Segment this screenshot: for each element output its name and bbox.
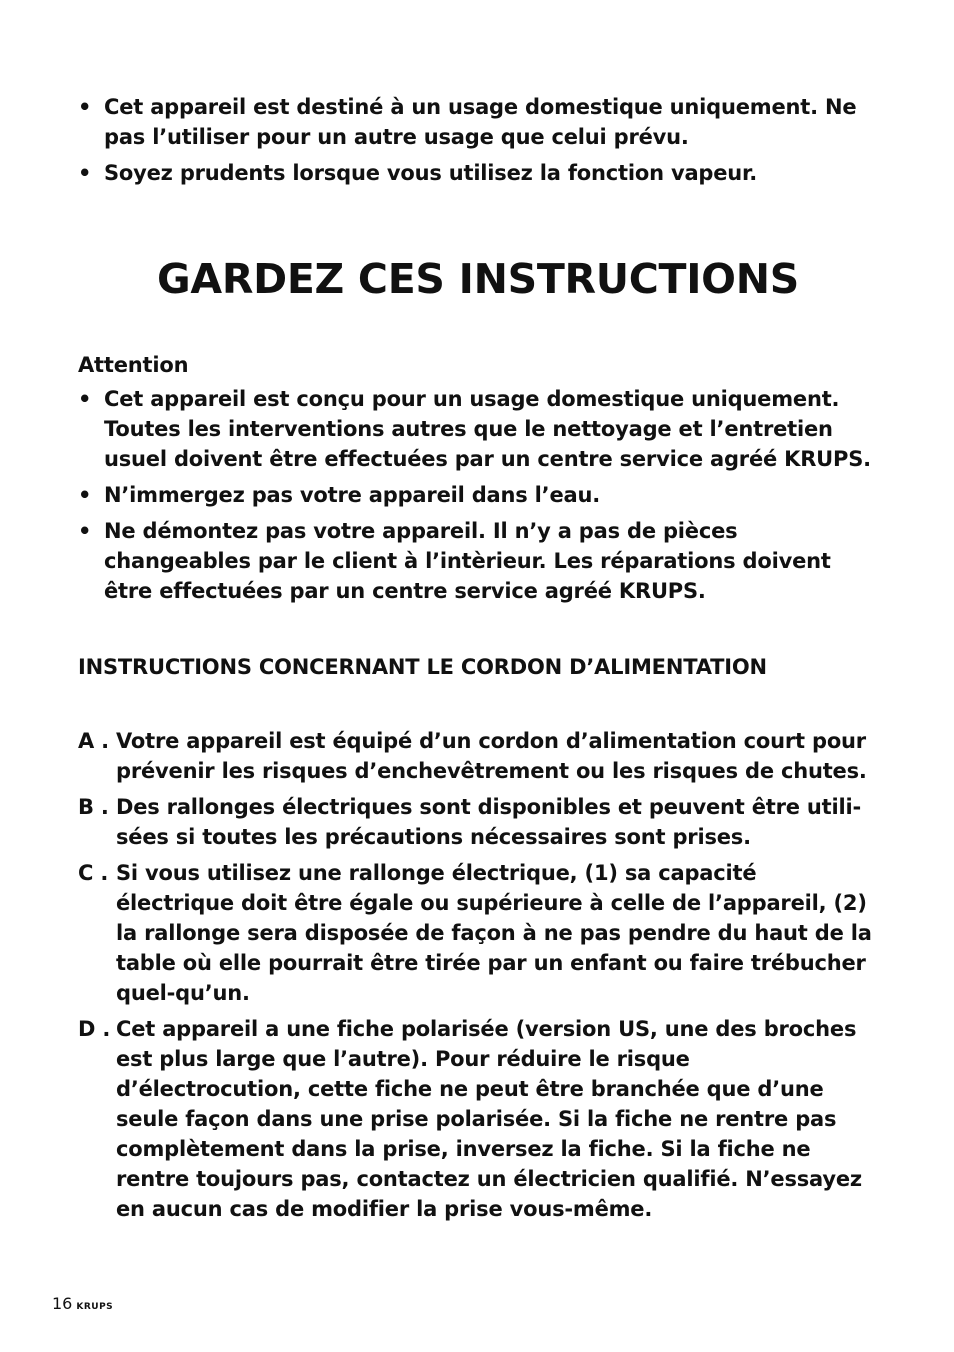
bullet-dot: • xyxy=(78,95,92,119)
top-bullet-list xyxy=(78,92,878,188)
bullet-item xyxy=(78,480,878,510)
item-letter: B . xyxy=(78,795,109,819)
lettered-item xyxy=(78,1014,878,1224)
bullet-dot: • xyxy=(78,387,92,411)
item-text: Des rallonges électriques sont disponibles et peuvent être utili-sées si toutes les précautions nécessaires sont prises. xyxy=(116,795,862,849)
page-footer xyxy=(52,1294,113,1317)
bullet-item xyxy=(78,92,878,152)
bullet-dot: • xyxy=(78,161,92,185)
cord-instructions-heading: INSTRUCTIONS CONCERNANT LE CORDON D’ALIMENTATION xyxy=(78,655,767,679)
cord-instructions-list xyxy=(78,726,878,1224)
bullet-item xyxy=(78,516,878,606)
item-text: Votre appareil est équipé d’un cordon d’alimentation court pour prévenir les risques d’enchevêtrement ou les risques de chutes. xyxy=(116,729,867,783)
lettered-item xyxy=(78,726,878,786)
item-letter: A . xyxy=(78,729,109,753)
bullet-text: Cet appareil est destiné à un usage domestique uniquement. Ne pas l’utiliser pour un autre usage que celui prévu. xyxy=(104,95,857,149)
item-text: Cet appareil a une fiche polarisée (version US, une des broches est plus large que l’autre). Pour réduire le risque d’électrocution, cette fiche ne peut être branchée que d’une seule façon dans une prise polarisée. Si la fiche ne rentre pas complètement dans la prise, inversez la fiche. Si la fiche ne rentre toujours pas, contactez un électricien qualifié. N’essayez en aucun cas de modifier la prise vous-même. xyxy=(116,1017,862,1221)
document-page xyxy=(78,92,878,1230)
lettered-item xyxy=(78,792,878,852)
brand-label: KRUPS xyxy=(76,1302,114,1312)
bullet-text: N’immergez pas votre appareil dans l’eau. xyxy=(104,483,600,507)
bullet-item xyxy=(78,384,878,474)
bullet-text: Ne démontez pas votre appareil. Il n’y a pas de pièces changeables par le client à l’intèrieur. Les réparations doivent être effectuées par un centre service agréé KRUPS. xyxy=(104,519,831,603)
attention-heading: Attention xyxy=(78,353,189,377)
bullet-dot: • xyxy=(78,519,92,543)
attention-bullet-list xyxy=(78,384,878,606)
item-text: Si vous utilisez une rallonge électrique, (1) sa capacité électrique doit être égale ou supérieure à celle de l’appareil, (2) la rallonge sera disposée de façon à ne pas pendre du haut de la table où elle pourrait être tirée par un enfant ou faire trébucher quel-qu’un. xyxy=(116,861,872,1005)
bullet-text: Soyez prudents lorsque vous utilisez la fonction vapeur. xyxy=(104,161,757,185)
bullet-item xyxy=(78,158,878,188)
bullet-dot: • xyxy=(78,483,92,507)
bullet-text: Cet appareil est conçu pour un usage domestique uniquement. Toutes les interventions autres que le nettoyage et l’entretien usuel doivent être effectuées par un centre service agréé KRUPS. xyxy=(104,387,871,471)
main-heading: GARDEZ CES INSTRUCTIONS xyxy=(157,255,799,303)
page-number: 16 xyxy=(52,1294,73,1313)
lettered-item xyxy=(78,858,878,1008)
item-letter: C . xyxy=(78,861,109,885)
item-letter: D . xyxy=(78,1017,111,1041)
